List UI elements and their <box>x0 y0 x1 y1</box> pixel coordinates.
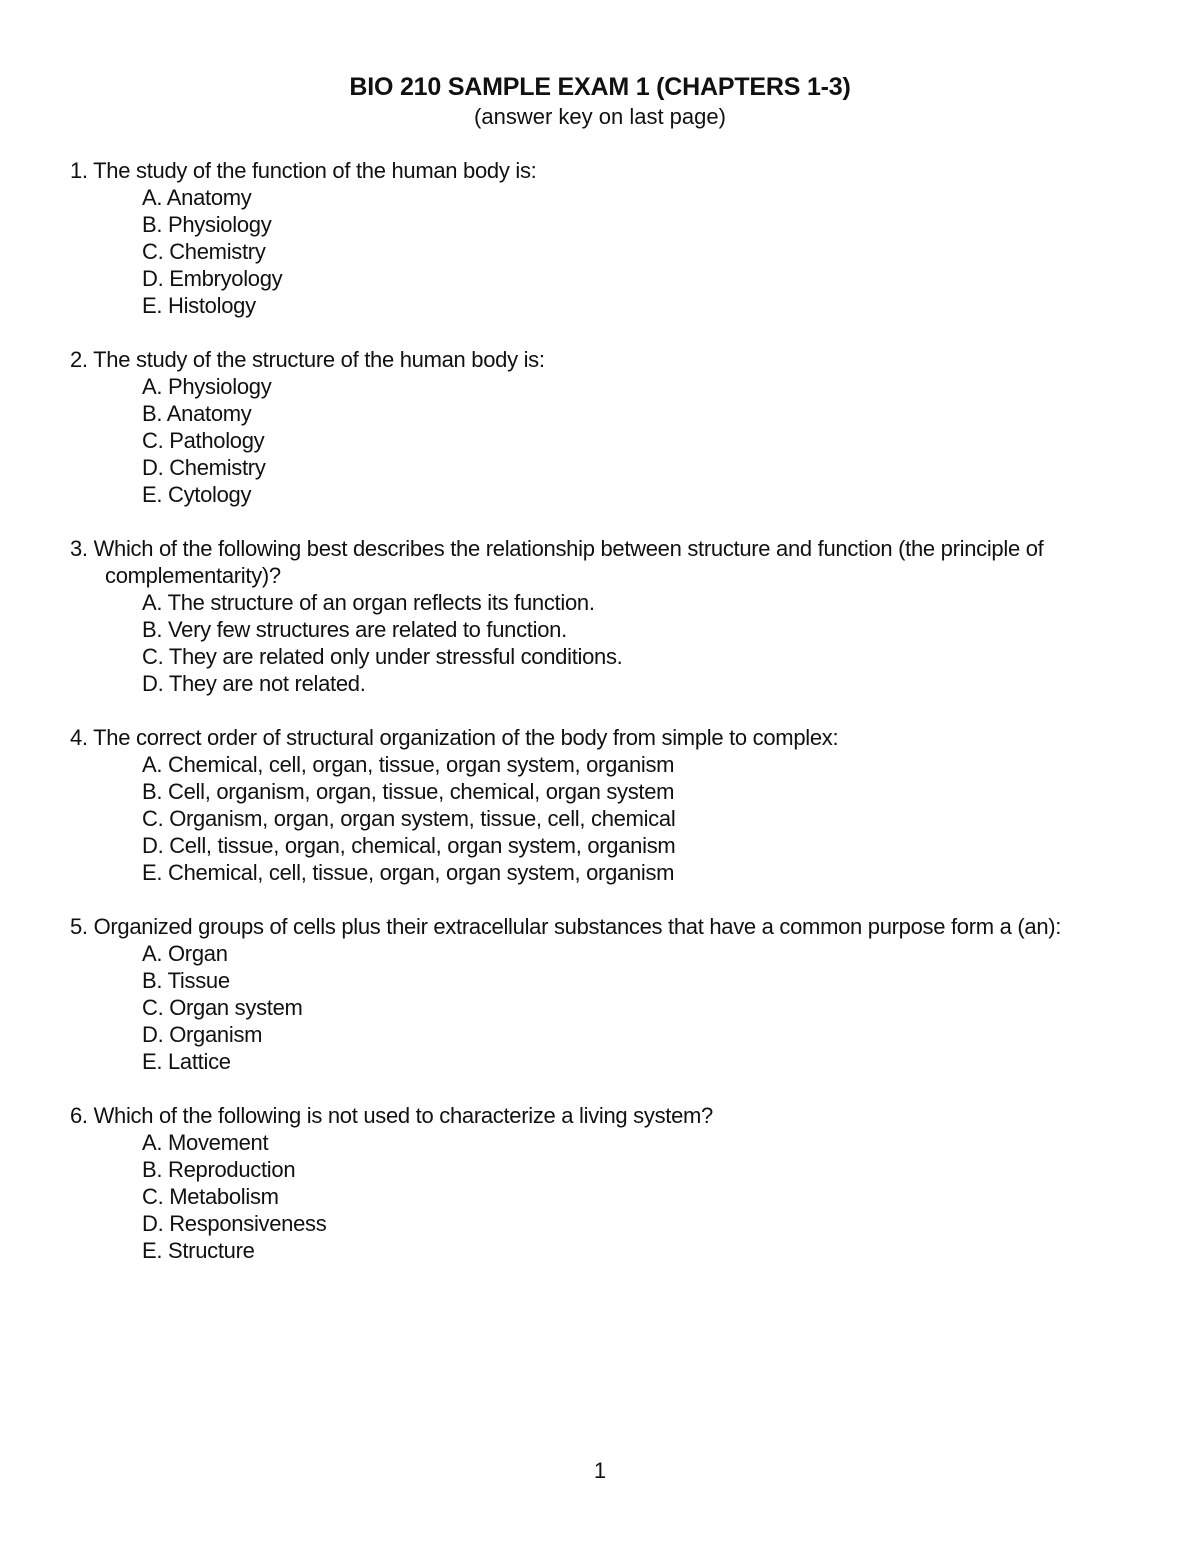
question-number: 2. <box>70 347 88 372</box>
answer-option: E. Chemical, cell, tissue, organ, organ system, organism <box>142 860 675 885</box>
question-stem <box>70 535 1150 589</box>
question-4 <box>70 724 1150 886</box>
answer-option: A. Physiology <box>142 374 272 399</box>
answer-key-note: (answer key on last page) <box>474 104 726 129</box>
answer-option: C. Pathology <box>142 428 265 453</box>
question-text: Which of the following is not used to characterize a living system? <box>93 1103 713 1128</box>
question-stem <box>70 1102 1150 1129</box>
answer-option: A. Anatomy <box>142 185 252 210</box>
question-text: Organized groups of cells plus their extracellular substances that have a common purpose form a (an): <box>93 914 1062 939</box>
answer-option: A. The structure of an organ reflects its function. <box>142 590 595 615</box>
question-list <box>70 157 1150 1291</box>
question-stem <box>70 157 1150 184</box>
answer-options <box>70 1129 1150 1264</box>
question-stem <box>70 913 1150 940</box>
answer-option: C. Organism, organ, organ system, tissue, cell, chemical <box>142 806 676 831</box>
question-number: 5. <box>70 914 88 939</box>
answer-option: C. Metabolism <box>142 1184 279 1209</box>
question-2 <box>70 346 1150 508</box>
question-stem <box>70 724 1150 751</box>
answer-option: D. Cell, tissue, organ, chemical, organ system, organism <box>142 833 676 858</box>
answer-option: B. Reproduction <box>142 1157 296 1182</box>
answer-option: A. Organ <box>142 941 228 966</box>
question-3 <box>70 535 1150 697</box>
answer-options <box>70 751 1150 886</box>
answer-option: B. Anatomy <box>142 401 252 426</box>
page-number: 1 <box>593 1458 607 1483</box>
answer-option: E. Cytology <box>142 482 252 507</box>
answer-option: E. Histology <box>142 293 256 318</box>
answer-option: B. Very few structures are related to function. <box>142 617 567 642</box>
answer-options <box>70 184 1150 319</box>
answer-options <box>70 373 1150 508</box>
answer-option: D. Embryology <box>142 266 283 291</box>
answer-option: C. Chemistry <box>142 239 266 264</box>
answer-option: D. Chemistry <box>142 455 266 480</box>
question-number: 4. <box>70 725 88 750</box>
answer-options <box>70 940 1150 1075</box>
question-number: 6. <box>70 1103 88 1128</box>
answer-option: E. Lattice <box>142 1049 231 1074</box>
question-text: The study of the function of the human body is: <box>93 158 537 183</box>
exam-title: BIO 210 SAMPLE EXAM 1 (CHAPTERS 1-3) <box>349 73 851 101</box>
answer-option: E. Structure <box>142 1238 255 1263</box>
question-stem <box>70 346 1150 373</box>
question-1 <box>70 157 1150 319</box>
question-number: 3. <box>70 536 88 561</box>
question-text: The correct order of structural organization of the body from simple to complex: <box>93 725 839 750</box>
answer-options <box>70 589 1150 697</box>
answer-option: B. Cell, organism, organ, tissue, chemical, organ system <box>142 779 675 804</box>
question-number: 1. <box>70 158 88 183</box>
answer-option: D. Organism <box>142 1022 263 1047</box>
answer-option: A. Movement <box>142 1130 269 1155</box>
question-text: The study of the structure of the human body is: <box>93 347 545 372</box>
answer-option: D. They are not related. <box>142 671 366 696</box>
answer-option: B. Physiology <box>142 212 272 237</box>
question-6 <box>70 1102 1150 1264</box>
answer-option: C. They are related only under stressful conditions. <box>142 644 623 669</box>
question-text: Which of the following best describes the relationship between structure and function (the principle of complementarity)? <box>93 536 1044 588</box>
answer-option: D. Responsiveness <box>142 1211 327 1236</box>
question-5 <box>70 913 1150 1075</box>
answer-option: B. Tissue <box>142 968 230 993</box>
answer-option: C. Organ system <box>142 995 303 1020</box>
answer-option: A. Chemical, cell, organ, tissue, organ system, organism <box>142 752 675 777</box>
